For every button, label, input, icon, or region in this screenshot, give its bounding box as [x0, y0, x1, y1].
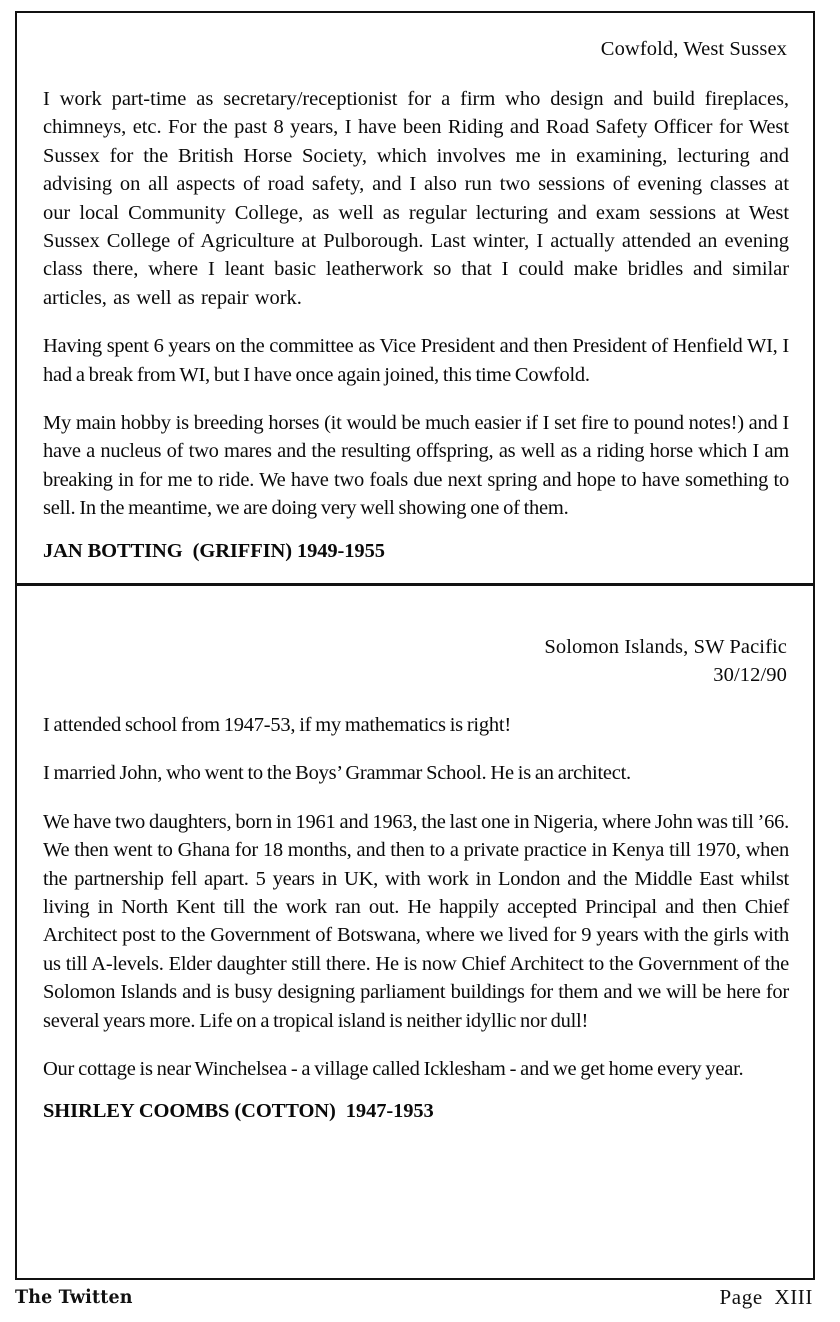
paragraph: My main hobby is breeding horses (it would be much easier if I set fire to pound notes!) and I have a nucleus of two mares and the resulting offspring, as well as a riding horse which I am breaking in for me to ride. We have two foals due next spring and hope to have something to sell. In the meantime, we are doing very well showing one of them. — [43, 412, 789, 520]
letter-shirley-coombs — [17, 587, 813, 1125]
letter-body-2 — [43, 711, 789, 1083]
publication-masthead: The Twitten — [15, 1286, 133, 1308]
paragraph: Having spent 6 years on the committee as Vice President and then President of Henfield WI, I had a break from WI, but I have once again joined, this time Cowfold. — [43, 335, 789, 386]
address-date-line: 30/12/90 — [713, 664, 787, 686]
paragraph: We have two daughters, born in 1961 and 1963, the last one in Nigeria, where John was till ’66. We then went to Ghana for 18 months, and then to a private practice in Kenya till 1970, when the partnership fell apart. 5 years in UK, with work in London and the Middle East whilst living in North Kent till the work ran out. He happily accepted Principal and then Chief Architect post to the Government of Botswana, where we lived for 9 years with the girls with us till A-levels. Elder daughter still there. He is now Chief Architect to the Government of the Solomon Islands and is busy designing parliament buildings for them and we will be here for several years more. Life on a tropical island is neither idyllic nor dull! — [43, 810, 789, 1032]
page-number-label: Page XIII — [719, 1285, 813, 1309]
page-footer — [15, 1286, 815, 1316]
letter-body-1 — [43, 85, 789, 523]
paragraph: Our cottage is near Winchelsea - a village called Icklesham - and we get home every year. — [43, 1058, 744, 1081]
paragraph: I work part-time as secretary/receptionist for a firm who design and build fireplaces, chimneys, etc. For the past 8 years, I have been Riding and Road Safety Officer for West Sussex for the British Horse Society, which involves me in examining, lecturing and advising on all aspects of road safety, and I also run two sessions of evening classes at our local Community College, as well as regular lecturing and exam sessions at West Sussex College of Agriculture at Pulborough. Last winter, I actually attended an evening class there, where I leant basic leatherwork so that I could make bridles and similar articles, as well as repair work. — [43, 88, 789, 309]
address-block-1 — [43, 35, 789, 63]
address-line: Cowfold, West Sussex — [600, 38, 787, 60]
signature-gap-2 — [43, 1083, 789, 1097]
top-spacer-2 — [43, 587, 789, 633]
address-gap-1 — [43, 63, 789, 85]
letter-jan-botting — [17, 13, 813, 565]
address-block-2 — [43, 633, 789, 689]
signature-gap-1 — [43, 523, 789, 537]
letter-signature: SHIRLEY COOMBS (COTTON) 1947-1953 — [43, 1100, 434, 1123]
section-divider-rule — [17, 583, 813, 586]
address-gap-2 — [43, 689, 789, 711]
letter-signature: JAN BOTTING (GRIFFIN) 1949-1955 — [43, 539, 385, 562]
top-spacer — [43, 13, 789, 35]
paragraph: I attended school from 1947-53, if my mathematics is right! — [43, 714, 511, 736]
paragraph: I married John, who went to the Boys’ Grammar School. He is an architect. — [43, 762, 631, 785]
page-border-frame — [15, 11, 815, 1280]
address-line: Solomon Islands, SW Pacific — [544, 636, 787, 658]
